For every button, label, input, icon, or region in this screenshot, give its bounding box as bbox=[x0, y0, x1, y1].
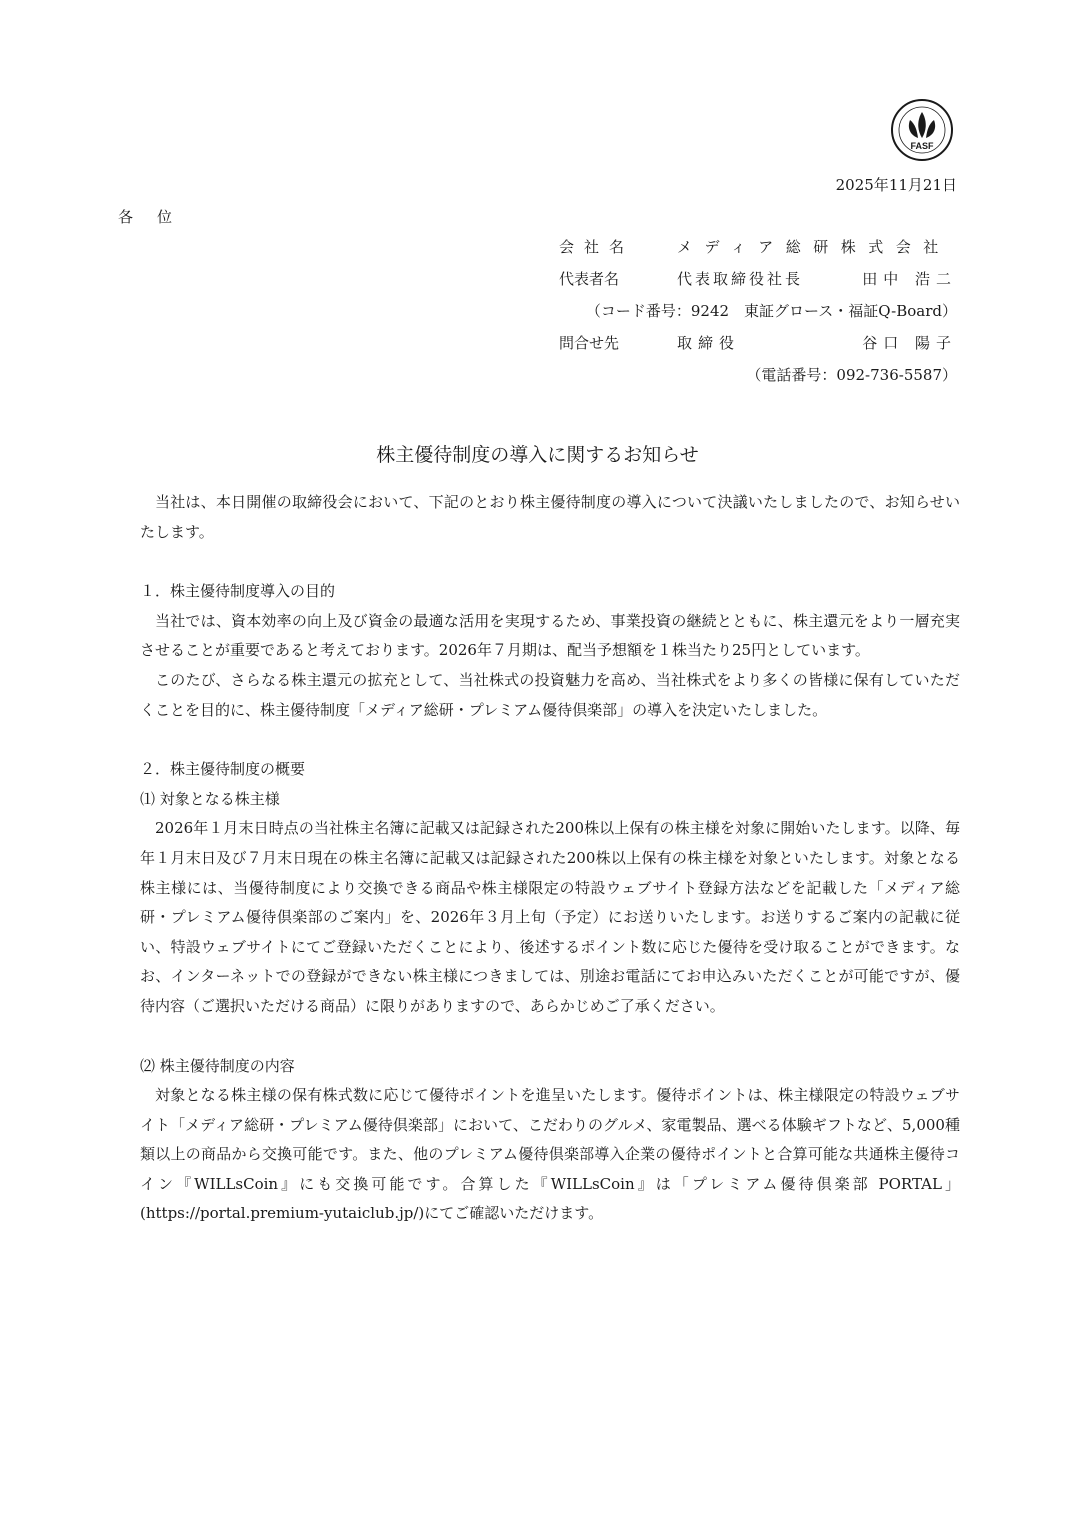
section-1-paragraph-1: 当社では、資本効率の向上及び資金の最適な活用を実現するため、事業投資の継続とともに、株主還元をより一層充実させることが重要であると考えております。2026年７月期は、配当予想額を１株当たり25円としています。 bbox=[140, 611, 960, 660]
stock-code-line: （コード番号：9242 東証グロース・福証Q-Board） bbox=[585, 302, 957, 320]
logo-text: FASF bbox=[910, 141, 934, 151]
phone-line: （電話番号：092-736-5587） bbox=[746, 366, 957, 384]
company-label: 会社名 bbox=[559, 238, 635, 256]
contact-name: 谷口 陽子 bbox=[862, 334, 957, 352]
document-title: 株主優待制度の導入に関するお知らせ bbox=[376, 444, 699, 466]
section-1-paragraph-2: このたび、さらなる株主還元の拡充として、当社株式の投資魅力を高め、当社株式をより多くの皆様に保有していただくことを目的に、株主優待制度「メディア総研・プレミアム優待倶楽部」の導入を決定いたしました。 bbox=[140, 670, 960, 719]
company-name: メディア総研株式会社 bbox=[677, 238, 951, 256]
section-2-2-heading: ⑵ 株主優待制度の内容 bbox=[140, 1056, 295, 1075]
section-2-2-paragraph: 対象となる株主様の保有株式数に応じて優待ポイントを進呈いたします。優待ポイントは、株主様限定の特設ウェブサイト「メディア総研・プレミアム優待倶楽部」において、こだわりのグルメ、家電製品、選べる体験ギフトなど、5,000種類以上の商品から交換可能です。また、他のプレミアム優待倶楽部導入企業の優待ポイントと合算可能な共通株主優待コイン『WILLsCoin』にも交換可能です。合算した『WILLsCoin』は「プレミアム優待倶楽部 PORTAL」(https://portal.premium-yutaiclub.jp/)にてご確認いただけます。 bbox=[140, 1086, 960, 1223]
addressee: 各位 bbox=[118, 208, 197, 226]
release-date: 2025年11月21日 bbox=[835, 176, 957, 194]
company-info-block bbox=[527, 236, 957, 396]
section-1-heading: １．株主優待制度導入の目的 bbox=[140, 582, 336, 601]
representative-label: 代表者名 bbox=[559, 270, 620, 288]
document-body bbox=[140, 488, 960, 1229]
contact-title: 取締役 bbox=[677, 334, 741, 352]
section-2-heading: ２．株主優待制度の概要 bbox=[140, 760, 306, 779]
representative-title: 代表取締役社長 bbox=[677, 270, 804, 288]
section-2-1-paragraph: 2026年１月末日時点の当社株主名簿に記載又は記録された200株以上保有の株主様を対象に開始いたします。以降、毎年１月末日及び７月末日現在の株主名簿に記載又は記録された200株以上保有の株主様を対象といたします。対象となる株主様には、当優待制度により交換できる商品や株主様限定の特設ウェブサイト登録方法などを記載した「メディア総研・プレミアム優待倶楽部のご案内」を、2026年３月上旬（予定）にお送りいたします。お送りするご案内の記載に従い、特設ウェブサイトにてご登録いただくことにより、後述するポイント数に応じた優待を受け取ることができます。なお、インターネットでの登録ができない株主様につきましては、別途お電話にてお申込みいただくことが可能ですが、優待内容（ご選択いただける商品）に限りがありますので、あらかじめご了承ください。 bbox=[140, 819, 960, 1015]
representative-name: 田中 浩二 bbox=[862, 270, 957, 288]
contact-label: 問合せ先 bbox=[559, 334, 620, 352]
fasf-logo-icon bbox=[890, 98, 954, 162]
intro-paragraph: 当社は、本日開催の取締役会において、下記のとおり株主優待制度の導入について決議いたしましたので、お知らせいたします。 bbox=[140, 493, 960, 541]
section-2-1-heading: ⑴ 対象となる株主様 bbox=[140, 789, 280, 808]
